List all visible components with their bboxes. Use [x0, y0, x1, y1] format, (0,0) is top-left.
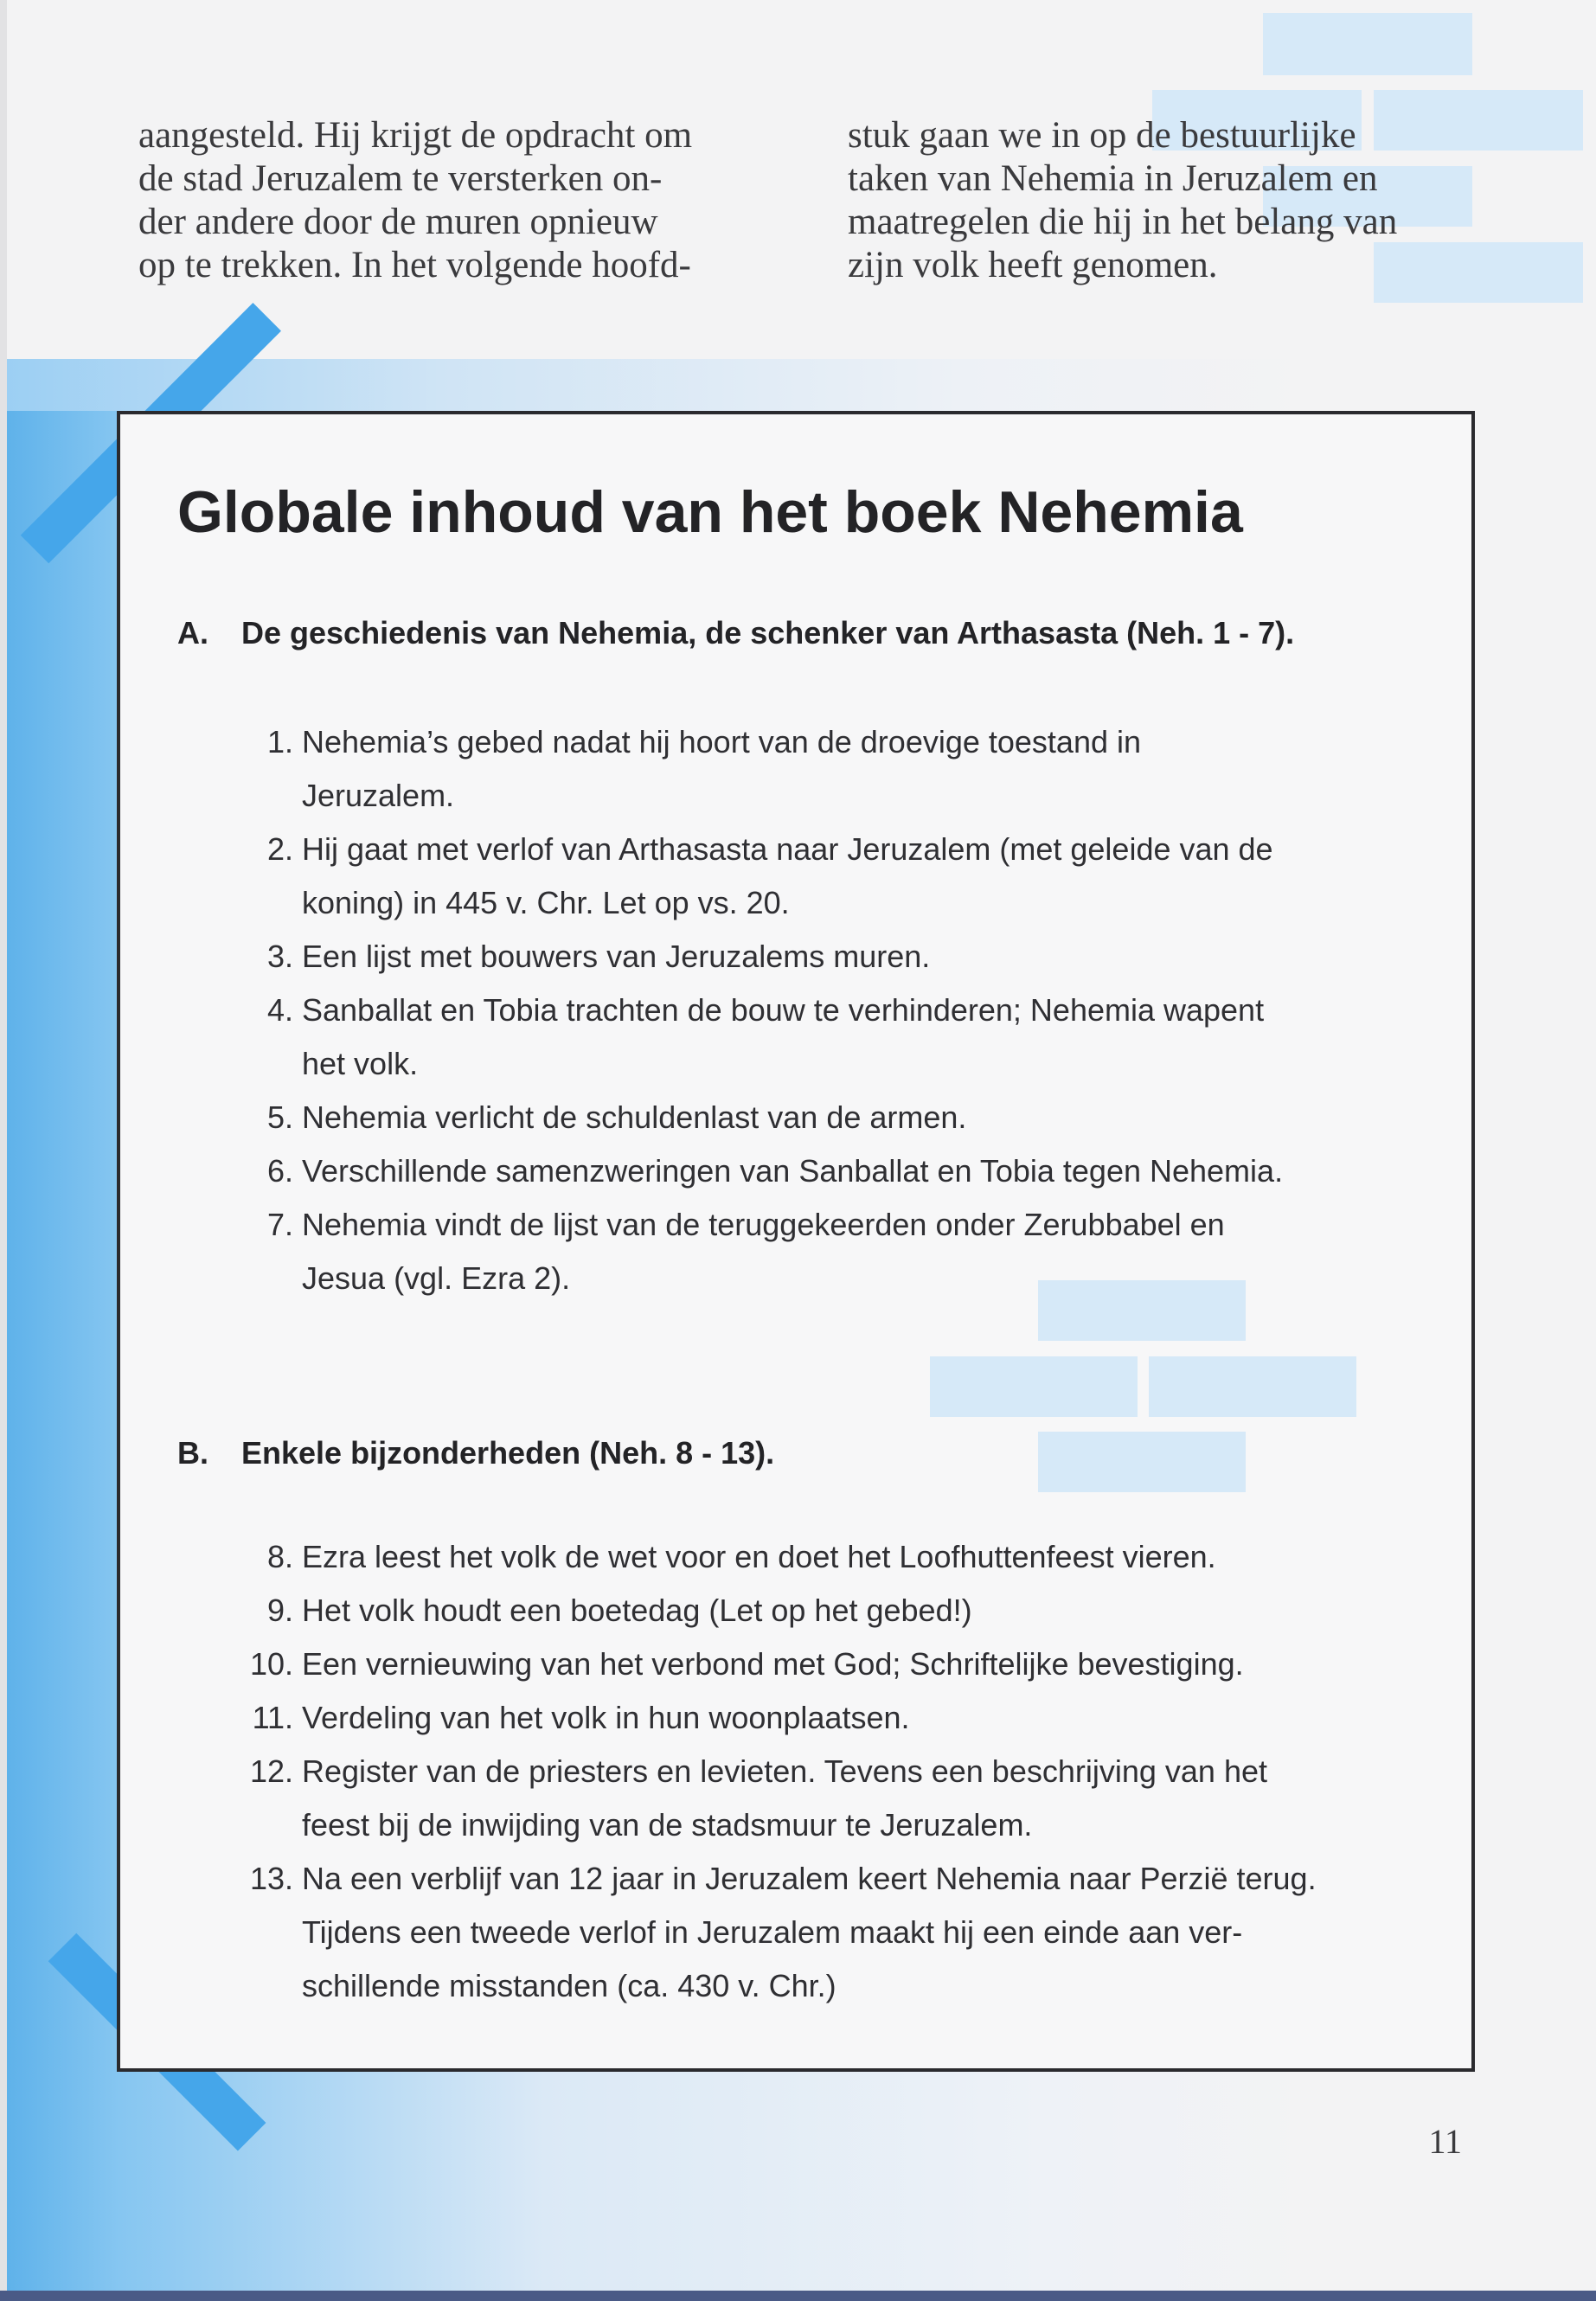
item-text: Nehemia’s gebed nadat hij hoort van de droevige toestand in Jeruzalem. — [302, 724, 1142, 813]
item-number: 6. — [266, 1153, 293, 1189]
item-number: 1. — [266, 724, 293, 760]
text-line: op te trekken. In het volgende hoofd- — [138, 245, 691, 285]
content-box — [117, 411, 1475, 2072]
list-item — [120, 984, 1461, 1091]
item-text: Nehemia vindt de lijst van de teruggekeerden onder Zerubbabel en Jesua (vgl. Ezra 2). — [302, 1207, 1225, 1296]
section-a-heading — [177, 615, 1294, 651]
decorative-brick — [1038, 1432, 1246, 1492]
text-line: aangesteld. Hij krijgt de opdracht om — [138, 115, 693, 156]
list-item — [120, 1091, 1461, 1144]
page-number: 11 — [1428, 2122, 1462, 2161]
item-number: 4. — [266, 992, 293, 1028]
text-line: der andere door de muren opnieuw — [138, 202, 658, 242]
item-text: Sanballat en Tobia trachten de bouw te verhinderen; Nehemia wapent het volk. — [302, 992, 1265, 1081]
item-text: Hij gaat met verlof van Arthasasta naar Jeruzalem (met geleide van de koning) in 445 v. Chr. Let op vs. 20. — [302, 831, 1273, 920]
item-text: Verdeling van het volk in hun woonplaatsen. — [302, 1700, 910, 1735]
item-number: 13. — [249, 1861, 293, 1896]
section-b-heading — [177, 1435, 774, 1471]
section-letter: B. — [177, 1435, 208, 1471]
item-number: 5. — [266, 1099, 293, 1135]
item-text: Nehemia verlicht de schuldenlast van de armen. — [302, 1099, 967, 1135]
item-text: Register van de priesters en levieten. Tevens een beschrijving van het feest bij de inwijding van de stadsmuur te Jeruzalem. — [302, 1753, 1267, 1843]
section-b-list — [120, 1530, 1461, 2013]
list-item — [120, 1638, 1461, 1691]
decorative-brick — [930, 1356, 1138, 1417]
bottom-edge-strip — [0, 2291, 1596, 2301]
item-text: Het volk houdt een boetedag (Let op het gebed!) — [302, 1593, 972, 1628]
item-text: Ezra leest het volk de wet voor en doet het Loofhuttenfeest vieren. — [302, 1539, 1216, 1574]
page-edge — [0, 0, 7, 2301]
text-line: de stad Jeruzalem te versterken on- — [138, 158, 663, 199]
list-item — [120, 1584, 1461, 1638]
text-line: taken van Nehemia in Jeruzalem en — [848, 158, 1378, 199]
list-item — [120, 1745, 1461, 1852]
blue-band-top-fade — [7, 359, 1596, 411]
list-item — [120, 1144, 1461, 1198]
section-letter: A. — [177, 615, 208, 651]
section-heading-text: Enkele bijzonderheden (Neh. 8 - 13). — [241, 1435, 775, 1471]
item-text: Een lijst met bouwers van Jeruzalems muren. — [302, 939, 931, 974]
item-number: 7. — [266, 1207, 293, 1242]
box-title: Globale inhoud van het boek Nehemia — [177, 479, 1243, 545]
decorative-brick — [1038, 1280, 1246, 1341]
item-text: Na een verblijf van 12 jaar in Jeruzalem keert Nehemia naar Perzië terug. Tijdens een tweede verlof in Jeruzalem maakt hij een einde aan ver- schillende misstanden (ca. 430 v. Chr.) — [302, 1861, 1317, 2003]
section-a-list — [120, 715, 1461, 1305]
decorative-brick — [1263, 13, 1472, 75]
list-item — [120, 930, 1461, 984]
list-item — [120, 1530, 1461, 1584]
text-line: maatregelen die hij in het belang van — [848, 202, 1398, 242]
decorative-brick — [1149, 1356, 1356, 1417]
item-number: 9. — [266, 1593, 293, 1628]
top-text-left-column — [138, 114, 761, 287]
list-item — [120, 1852, 1461, 2013]
list-item — [120, 1691, 1461, 1745]
item-number: 3. — [266, 939, 293, 974]
section-heading-text: De geschiedenis van Nehemia, de schenker van Arthasasta (Neh. 1 - 7). — [241, 615, 1295, 651]
item-text: Verschillende samenzweringen van Sanballat en Tobia tegen Nehemia. — [302, 1153, 1284, 1189]
list-item — [120, 715, 1461, 823]
text-line: stuk gaan we in op de bestuurlijke — [848, 115, 1356, 156]
top-text-right-column — [848, 114, 1471, 287]
item-number: 10. — [249, 1646, 293, 1682]
item-number: 12. — [249, 1753, 293, 1789]
item-number: 8. — [266, 1539, 293, 1574]
text-line: zijn volk heeft genomen. — [848, 245, 1218, 285]
item-text: Een vernieuwing van het verbond met God; Schriftelijke bevestiging. — [302, 1646, 1244, 1682]
item-number: 11. — [252, 1700, 293, 1735]
list-item — [120, 823, 1461, 930]
item-number: 2. — [266, 831, 293, 867]
list-item — [120, 1198, 1461, 1305]
